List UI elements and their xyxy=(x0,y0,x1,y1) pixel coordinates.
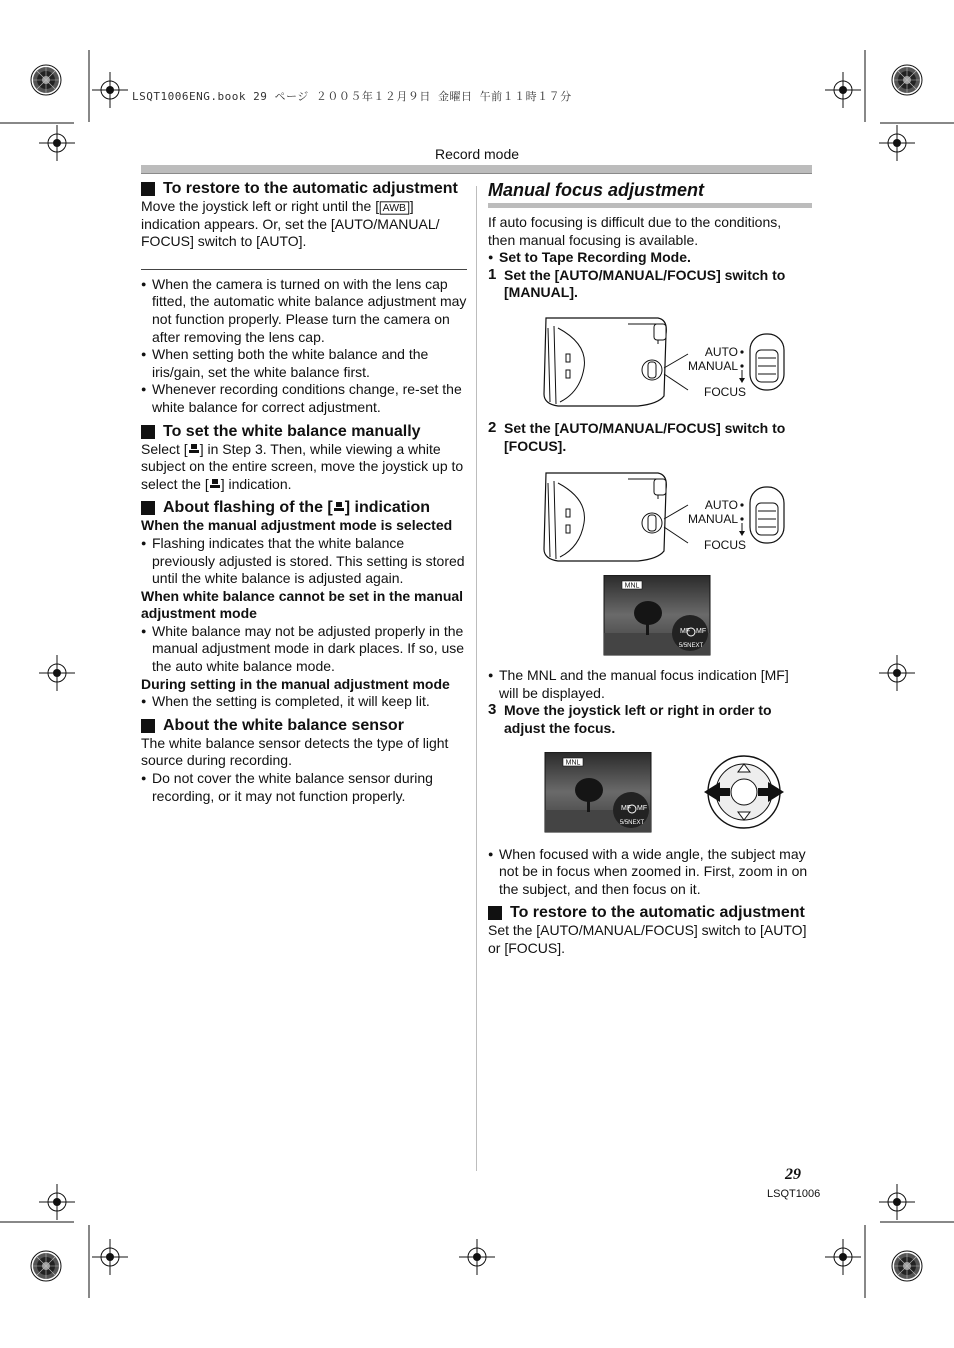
lcd-figure-1 xyxy=(488,575,812,659)
note-item: ● White balance may not be adjusted properly in the manual adjustment mode in dark places. If so, use the auto white balance mode. xyxy=(141,623,467,676)
divider xyxy=(141,269,467,270)
switch-label-auto: AUTO xyxy=(704,344,738,359)
manual-wb-icon xyxy=(333,501,345,513)
note-wide: ● When focused with a wide angle, the subject may not be in focus when zoomed in. First, zoom in on the subject, and then focus on it. xyxy=(488,846,812,899)
mf-indicator: MF xyxy=(680,628,691,636)
sensor-text: The white balance sensor detects the type of light source during recording. xyxy=(141,734,449,769)
heading-flashing: About flashing of the [ ] indication xyxy=(141,499,467,517)
camera-figure-manual xyxy=(488,314,812,412)
mf-indicator: MF xyxy=(621,804,632,812)
mf-indicator: MF xyxy=(696,628,707,636)
tape-mode-note: ● Set to Tape Recording Mode. xyxy=(488,249,812,267)
header-bar-shadow xyxy=(141,173,812,174)
note-item: ● When setting both the white balance and the iris/gain, set the white balance first. xyxy=(141,346,467,381)
page-number: 29 xyxy=(785,1166,801,1183)
square-bullet-icon xyxy=(141,425,155,439)
camera-illustration xyxy=(488,469,812,567)
switch-label-manual: MANUAL xyxy=(687,512,738,527)
manual-wb-icon xyxy=(188,443,200,455)
document-code: LSQT1006 xyxy=(767,1188,821,1200)
heading-restore-auto: To restore to the automatic adjustment xyxy=(141,180,467,198)
camera-illustration xyxy=(488,314,812,412)
subheading: During setting in the manual adjustment mode xyxy=(141,675,450,692)
header-bar xyxy=(141,165,812,173)
restore-focus-text: Set the [AUTO/MANUAL/FOCUS] switch to [AUTO] or [FOCUS]. xyxy=(488,922,807,956)
camera-figure-focus xyxy=(488,469,812,567)
square-bullet-icon xyxy=(141,501,155,515)
lcd-figure-2 xyxy=(488,752,812,836)
right-column xyxy=(488,180,812,958)
left-column xyxy=(141,180,467,805)
page-indicator: 5/5NEXT xyxy=(678,643,704,650)
heading-set-manually: To set the white balance manually xyxy=(141,423,467,441)
note-item: ● Do not cover the white balance sensor during recording, or it may not function properly. xyxy=(141,770,467,805)
switch-label-auto: AUTO xyxy=(704,498,738,513)
set-manually-text: Select [ ] in Step 3. Then, while viewing a white subject on the entire screen, move the joystick up to select the [ ] indication. xyxy=(141,440,464,492)
title-rule xyxy=(488,203,812,208)
manual-focus-title: Manual focus adjustment xyxy=(488,180,705,200)
subheading: When the manual adjustment mode is selected xyxy=(141,517,453,534)
heading-sensor: About the white balance sensor xyxy=(141,717,467,735)
note-item: ● Flashing indicates that the white balance previously adjusted is stored. This setting is stored until the white balance is adjusted again. xyxy=(141,535,467,588)
note-mnl: ● The MNL and the manual focus indication [MF] will be displayed. xyxy=(488,667,812,702)
joystick-icon xyxy=(704,756,784,828)
page-indicator: 5/5NEXT xyxy=(619,819,645,826)
square-bullet-icon xyxy=(141,719,155,733)
heading-restore-focus: To restore to the automatic adjustment xyxy=(488,904,812,922)
switch-label-focus: FOCUS xyxy=(704,538,746,553)
restore-auto-text: Move the joystick left or right until the [ AWB ] indication appears. Or, set the [AUTO/MANUAL/ FOCUS] switch to [AUTO]. xyxy=(141,198,440,250)
awb-icon: AWB xyxy=(380,201,409,214)
section-title: Record mode xyxy=(434,146,520,162)
intro-text: If auto focusing is difficult due to the conditions, then manual focusing is available. xyxy=(488,214,782,248)
subheading: When white balance cannot be set in the manual adjustment mode xyxy=(141,587,464,622)
manual-wb-icon xyxy=(209,478,221,490)
switch-label-manual: MANUAL xyxy=(687,358,738,373)
switch-label-focus: FOCUS xyxy=(704,384,746,399)
step-2: 2 Set the [AUTO/MANUAL/FOCUS] switch to [FOCUS]. xyxy=(488,418,786,454)
step-3: 3 Move the joystick left or right in order to adjust the focus. xyxy=(488,701,772,736)
step-1: 1 Set the [AUTO/MANUAL/FOCUS] switch to [MANUAL]. xyxy=(488,265,786,301)
mnl-badge: MNL xyxy=(624,582,640,590)
note-item: ● Whenever recording conditions change, re-set the white balance for correct adjustment. xyxy=(141,381,467,416)
lcd-screen xyxy=(488,752,812,836)
column-divider xyxy=(476,186,477,1171)
square-bullet-icon xyxy=(141,182,155,196)
lcd-screen xyxy=(488,575,812,659)
file-header: LSQT1006ENG.book 29 ページ ２００５年１２月９日 金曜日 午前１１時１７分 xyxy=(132,90,572,103)
note-item: ● When the setting is completed, it will keep lit. xyxy=(141,693,467,711)
mf-indicator: MF xyxy=(637,804,648,812)
mnl-badge: MNL xyxy=(565,759,581,767)
square-bullet-icon xyxy=(488,906,502,920)
note-item: ● When the camera is turned on with the lens cap fitted, the automatic white balance adjustment may not function properly. Please turn the camera on after removing the lens cap. xyxy=(141,276,467,346)
